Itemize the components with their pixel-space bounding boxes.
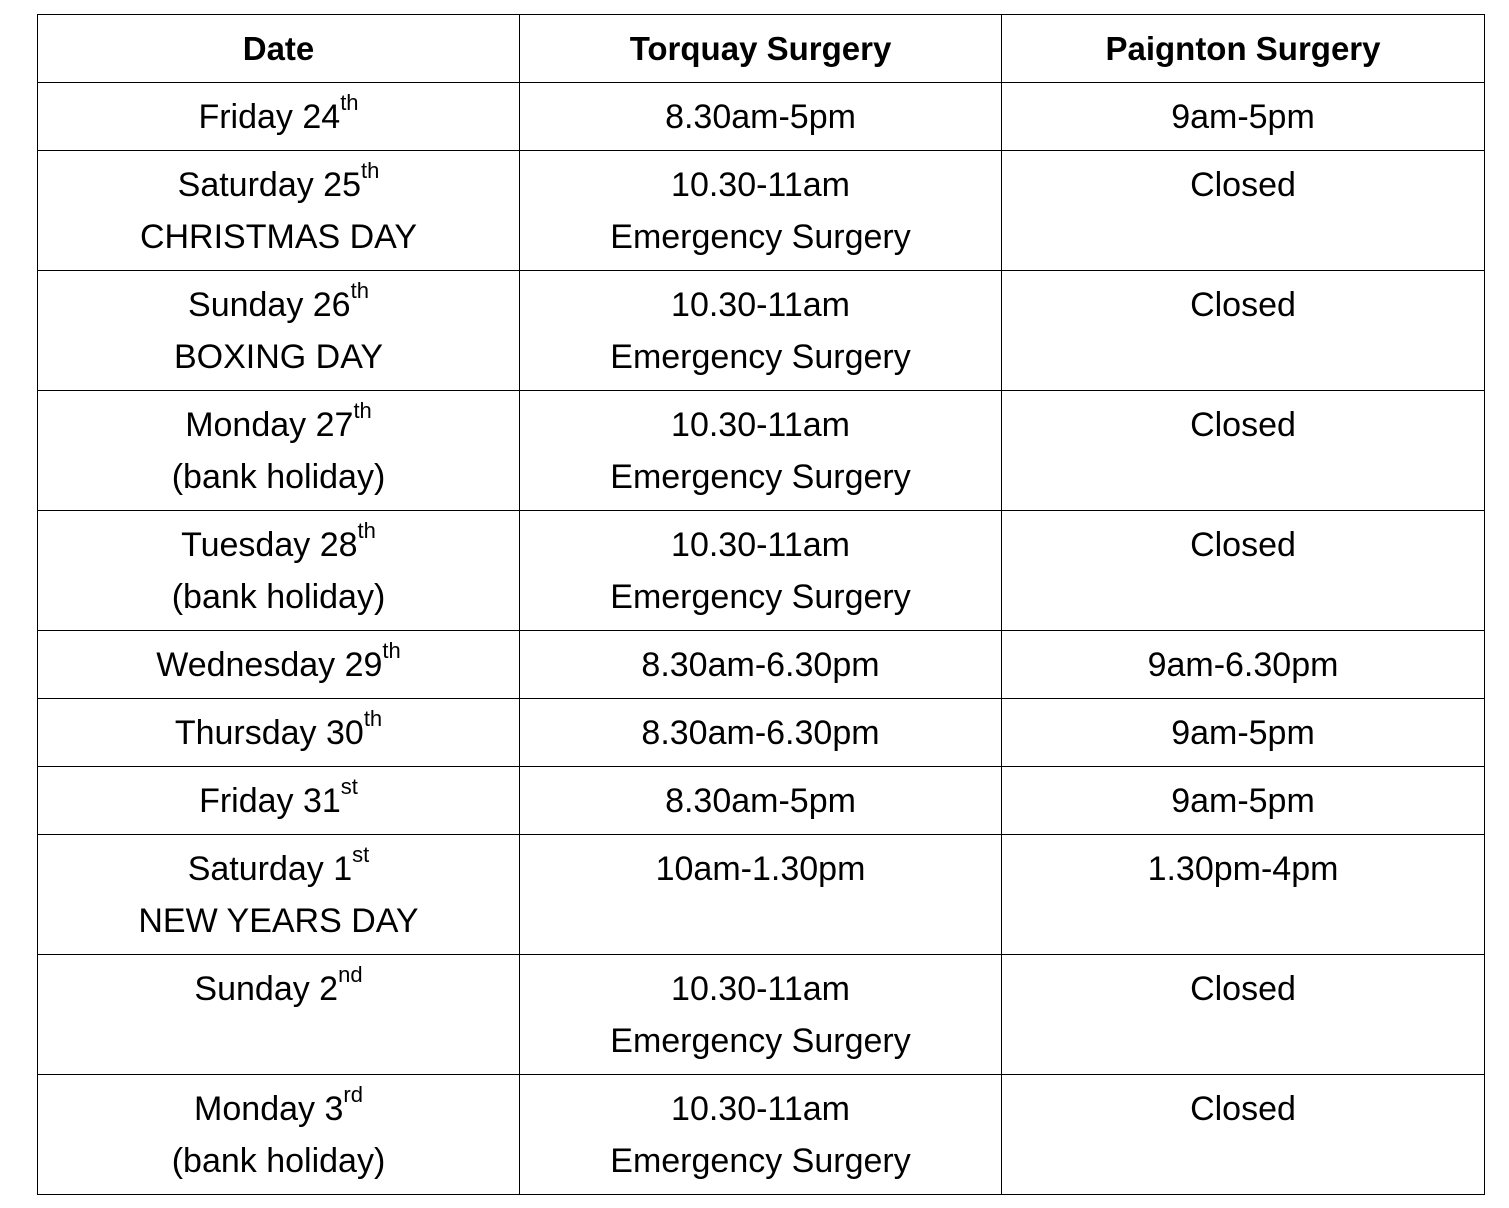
paignton-hours-line: 9am-5pm (1171, 98, 1315, 136)
paignton-hours-cell (1002, 391, 1485, 511)
table-row (38, 151, 1485, 271)
date-cell (38, 699, 520, 767)
day-text: Sunday 26 (188, 286, 351, 324)
torquay-hours-line: 8.30am-6.30pm (641, 714, 880, 752)
table-row (38, 83, 1485, 151)
torquay-hours-line: Emergency Surgery (610, 1142, 911, 1180)
date-line (44, 963, 513, 1015)
torquay-hours-cell (520, 631, 1002, 699)
paignton-hours-cell (1002, 699, 1485, 767)
opening-hours-table (37, 14, 1485, 1195)
paignton-hours-cell (1002, 511, 1485, 631)
ordinal-suffix: st (340, 773, 358, 799)
day-text: Sunday 2 (194, 970, 339, 1008)
torquay-hours-line: 10.30-11am (671, 286, 850, 324)
paignton-hours-line: 9am-6.30pm (1147, 646, 1339, 684)
torquay-hours-line: Emergency Surgery (610, 458, 911, 496)
ordinal-suffix: th (357, 517, 376, 543)
torquay-hours-line: 8.30am-6.30pm (641, 646, 880, 684)
date-line (44, 279, 513, 331)
paignton-hours-line: Closed (1190, 970, 1296, 1008)
date-note: CHRISTMAS DAY (139, 218, 418, 256)
paignton-hours-line: Closed (1190, 166, 1296, 204)
date-line (44, 399, 513, 451)
torquay-hours-line: Emergency Surgery (610, 578, 911, 616)
ordinal-suffix: th (361, 157, 380, 183)
date-line (44, 91, 513, 143)
torquay-hours-cell (520, 83, 1002, 151)
torquay-hours-cell (520, 767, 1002, 835)
ordinal-suffix: th (382, 637, 401, 663)
paignton-hours-line: Closed (1190, 286, 1296, 324)
ordinal-suffix: th (350, 277, 369, 303)
ordinal-suffix: th (363, 705, 383, 731)
ordinal-suffix: st (352, 841, 370, 867)
torquay-hours-line: Emergency Surgery (610, 1022, 911, 1060)
header-row (38, 15, 1485, 83)
date-note: (bank holiday) (171, 578, 386, 616)
torquay-hours-cell (520, 1075, 1002, 1195)
date-note: NEW YEARS DAY (138, 902, 419, 940)
paignton-hours-line: Closed (1190, 1090, 1296, 1128)
date-cell (38, 631, 520, 699)
date-cell (38, 511, 520, 631)
torquay-hours-cell (520, 391, 1002, 511)
paignton-hours-cell (1002, 83, 1485, 151)
table-row (38, 767, 1485, 835)
date-cell (38, 83, 520, 151)
ordinal-suffix: th (353, 397, 372, 423)
date-line (44, 639, 513, 691)
day-text: Saturday 25 (177, 166, 361, 204)
torquay-hours-cell (520, 955, 1002, 1075)
header-torquay-surgery: Torquay Surgery (520, 15, 1002, 83)
paignton-hours-line: 1.30pm-4pm (1147, 850, 1339, 888)
paignton-hours-cell (1002, 955, 1485, 1075)
day-text: Friday 31 (199, 782, 341, 820)
torquay-hours-line: Emergency Surgery (610, 338, 911, 376)
torquay-hours-cell (520, 151, 1002, 271)
torquay-hours-line: 8.30am-5pm (665, 782, 856, 820)
torquay-hours-cell (520, 271, 1002, 391)
paignton-hours-cell (1002, 271, 1485, 391)
date-line (44, 519, 513, 571)
torquay-hours-line: 10.30-11am (671, 970, 850, 1008)
date-note: BOXING DAY (173, 338, 384, 376)
table-row (38, 271, 1485, 391)
table-row (38, 835, 1485, 955)
date-cell (38, 271, 520, 391)
torquay-hours-line: 10am-1.30pm (655, 850, 866, 888)
date-note: (bank holiday) (171, 458, 386, 496)
date-note: (bank holiday) (171, 1142, 386, 1180)
day-text: Friday 24 (198, 98, 341, 136)
table-row (38, 391, 1485, 511)
date-line (44, 775, 513, 827)
ordinal-suffix: th (340, 89, 359, 115)
paignton-hours-cell (1002, 151, 1485, 271)
day-text: Wednesday 29 (156, 646, 383, 684)
paignton-hours-line: 9am-5pm (1171, 714, 1315, 752)
header-paignton-surgery: Paignton Surgery (1002, 15, 1485, 83)
date-cell (38, 1075, 520, 1195)
torquay-hours-line: 10.30-11am (671, 166, 850, 204)
table-row (38, 1075, 1485, 1195)
day-text: Tuesday 28 (181, 526, 358, 564)
paignton-hours-line: 9am-5pm (1171, 782, 1315, 820)
date-cell (38, 767, 520, 835)
date-cell (38, 835, 520, 955)
ordinal-suffix: rd (343, 1081, 363, 1107)
torquay-hours-line: Emergency Surgery (610, 218, 911, 256)
table-row (38, 955, 1485, 1075)
date-line (44, 1083, 513, 1135)
date-cell (38, 955, 520, 1075)
date-line (44, 843, 513, 895)
day-text: Thursday 30 (174, 714, 364, 752)
date-line (44, 707, 513, 759)
torquay-hours-line: 8.30am-5pm (665, 98, 856, 136)
torquay-hours-cell (520, 835, 1002, 955)
date-line (44, 159, 513, 211)
paignton-hours-line: Closed (1190, 406, 1296, 444)
ordinal-suffix: nd (338, 961, 363, 987)
torquay-hours-line: 10.30-11am (671, 406, 850, 444)
torquay-hours-cell (520, 699, 1002, 767)
day-text: Monday 27 (185, 406, 354, 444)
paignton-hours-cell (1002, 631, 1485, 699)
paignton-hours-line: Closed (1190, 526, 1296, 564)
date-cell (38, 151, 520, 271)
day-text: Monday 3 (194, 1090, 344, 1128)
day-text: Saturday 1 (187, 850, 353, 888)
header-date: Date (38, 15, 520, 83)
table-row (38, 631, 1485, 699)
table-body (38, 83, 1485, 1195)
table-row (38, 699, 1485, 767)
date-cell (38, 391, 520, 511)
torquay-hours-line: 10.30-11am (671, 526, 850, 564)
paignton-hours-cell (1002, 767, 1485, 835)
torquay-hours-line: 10.30-11am (671, 1090, 850, 1128)
paignton-hours-cell (1002, 835, 1485, 955)
paignton-hours-cell (1002, 1075, 1485, 1195)
torquay-hours-cell (520, 511, 1002, 631)
table-row (38, 511, 1485, 631)
